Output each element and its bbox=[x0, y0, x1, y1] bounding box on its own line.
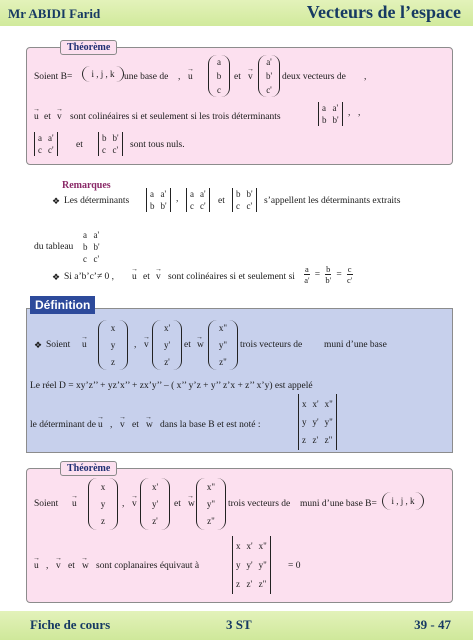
det-entry: a' bbox=[200, 189, 206, 199]
col-entry: z' bbox=[152, 516, 158, 527]
col-entry: z bbox=[101, 516, 105, 527]
definition-comma-2: , bbox=[110, 420, 113, 430]
det-entry: x bbox=[302, 399, 307, 409]
page-number: 39 - 47 bbox=[414, 617, 451, 632]
theorem2-comma-2: , bbox=[46, 561, 49, 571]
remarks-label: Remarques bbox=[62, 180, 111, 191]
theorem2-coplanar-text: sont coplanaires équivaut à bbox=[96, 561, 200, 571]
fraction-a bbox=[304, 264, 310, 285]
theorem2-soient: Soient bbox=[34, 499, 59, 509]
theorem2-comma-1: , bbox=[122, 499, 125, 509]
det-entry: x" bbox=[324, 399, 333, 409]
definition-det-u: → u bbox=[98, 420, 103, 430]
denominator: c' bbox=[346, 275, 353, 285]
remarks-extraits: s’appellent les déterminants extraits bbox=[264, 196, 401, 206]
det-entry: a bbox=[322, 103, 326, 113]
col-entry: a bbox=[217, 57, 221, 67]
col-entry: a' bbox=[266, 57, 272, 67]
det-entry: z bbox=[302, 435, 306, 445]
col-entry: c' bbox=[266, 85, 272, 95]
remarks-det3 bbox=[232, 188, 257, 212]
theorem1-label: Théorème bbox=[60, 40, 117, 55]
definition-et: et bbox=[184, 340, 191, 350]
det-entry: a' bbox=[332, 103, 339, 113]
remarks-tableau bbox=[80, 229, 103, 265]
theorem2-line2-w: → w bbox=[82, 561, 89, 571]
page-title: Vecteurs de l’espace bbox=[306, 2, 461, 22]
det-entry: b bbox=[236, 189, 241, 199]
det-entry: x' bbox=[246, 541, 253, 552]
theorem2-column-v bbox=[140, 478, 170, 530]
theorem1-line2-et: et bbox=[44, 112, 51, 122]
det-entry: c' bbox=[246, 201, 253, 211]
denominator: a' bbox=[304, 275, 310, 285]
col-entry: x' bbox=[163, 323, 171, 334]
det-entry: b' bbox=[332, 115, 339, 125]
col-entry: z" bbox=[219, 356, 227, 367]
remarks-et-2: et bbox=[143, 272, 150, 282]
det-entry: x" bbox=[258, 541, 267, 552]
numerator: a bbox=[305, 264, 309, 274]
theorem2-et: et bbox=[174, 499, 181, 509]
definition-label: Définition bbox=[30, 296, 95, 314]
definition-trois-vecteurs: trois vecteurs de bbox=[240, 340, 303, 350]
numerator: b bbox=[326, 264, 331, 274]
remarks-et: et bbox=[218, 196, 225, 206]
equals-sign: = bbox=[314, 269, 321, 280]
remarks-comma: , bbox=[176, 194, 179, 204]
tableau-entry: b' bbox=[93, 242, 100, 252]
tableau-entry: a bbox=[83, 230, 87, 240]
theorem2-eq-zero: = 0 bbox=[288, 561, 301, 571]
denominator: b' bbox=[325, 275, 332, 285]
definition-determinant bbox=[298, 394, 337, 450]
remarks-du-tableau: du tableau bbox=[34, 242, 74, 252]
fraction-b bbox=[325, 264, 331, 285]
tableau-entry: b bbox=[83, 242, 88, 252]
det-entry: z' bbox=[312, 435, 319, 445]
theorem2-label: Théorème bbox=[60, 461, 117, 476]
theorem1-une-base: une base de bbox=[124, 72, 169, 82]
theorem1-nuls: sont tous nuls. bbox=[130, 140, 185, 150]
theorem1-soient: Soient B= bbox=[34, 72, 73, 82]
theorem1-et-2: et bbox=[76, 140, 83, 150]
det-entry: x' bbox=[312, 399, 319, 409]
theorem1-colinear-text: sont colinéaires si et seulement si les trois déterminants bbox=[70, 112, 281, 122]
theorem2-trois-vecteurs: trois vecteurs de bbox=[228, 499, 291, 509]
det-entry: z" bbox=[324, 435, 333, 445]
col-entry: y" bbox=[218, 339, 228, 350]
theorem2-line2-et: et bbox=[68, 561, 75, 571]
theorem1-det1 bbox=[318, 102, 343, 126]
remarks-vector-v: → v bbox=[156, 272, 161, 282]
col-entry: y bbox=[100, 498, 106, 509]
det-entry: b' bbox=[246, 189, 253, 199]
det-entry: y bbox=[236, 559, 241, 570]
remarks-si-text: Si a’b’c’≠ 0 , bbox=[64, 272, 115, 282]
col-entry: z' bbox=[164, 356, 170, 367]
det-entry: c bbox=[236, 201, 240, 211]
theorem1-vector-u: → u bbox=[188, 72, 193, 82]
remarks-colinear-iff: sont colinéaires si et seulement si bbox=[168, 272, 295, 282]
col-entry: z" bbox=[207, 516, 215, 527]
theorem1-deux-vecteurs: deux vecteurs de bbox=[282, 72, 346, 82]
remarks-les-determinants: Les déterminants bbox=[64, 196, 130, 206]
theorem1-det3 bbox=[98, 132, 123, 156]
theorem1-comma: , bbox=[178, 72, 181, 82]
definition-vector-w: → w bbox=[197, 340, 204, 350]
det-entry: y' bbox=[312, 417, 319, 427]
tableau-entry: c bbox=[83, 254, 87, 264]
equals-sign: = bbox=[336, 269, 342, 280]
col-entry: y' bbox=[163, 339, 171, 350]
author-name: Mr ABIDI Farid bbox=[8, 6, 101, 21]
det-entry: b bbox=[102, 133, 107, 143]
theorem2-line2-v: → v bbox=[56, 561, 61, 571]
definition-soient: Soient bbox=[46, 340, 71, 350]
det-entry: b' bbox=[160, 201, 167, 211]
definition-column-u bbox=[98, 320, 128, 370]
det-entry: z bbox=[236, 578, 240, 589]
remarks-fraction-equation bbox=[304, 264, 353, 285]
det-entry: b bbox=[150, 201, 155, 211]
det-entry: z" bbox=[258, 578, 267, 589]
definition-vector-v: → v bbox=[144, 340, 149, 350]
theorem2-vector-w: → w bbox=[188, 499, 195, 509]
remarks-det2 bbox=[186, 188, 210, 212]
col-entry: x" bbox=[218, 323, 228, 334]
col-entry: x" bbox=[206, 481, 216, 492]
theorem1-line2-u: → u bbox=[34, 112, 39, 122]
definition-muni: muni d’une base bbox=[324, 340, 387, 350]
theorem1-column-u bbox=[208, 55, 230, 97]
col-entry: y" bbox=[206, 498, 216, 509]
remarks-vector-u: → u bbox=[132, 272, 137, 282]
theorem2-muni: muni d’une base B= bbox=[300, 499, 377, 509]
definition-column-v bbox=[152, 320, 182, 370]
det-entry: b bbox=[322, 115, 327, 125]
det-entry: z' bbox=[246, 578, 253, 589]
definition-det-v: → v bbox=[120, 420, 125, 430]
det-entry: c' bbox=[200, 201, 206, 211]
det-entry: c bbox=[38, 145, 42, 155]
footer-course-label: Fiche de cours bbox=[30, 617, 111, 632]
det-entry: b' bbox=[112, 133, 119, 143]
theorem1-vector-v: → v bbox=[248, 72, 253, 82]
theorem1-basis: i , j , k bbox=[82, 66, 124, 82]
det-entry: a' bbox=[160, 189, 167, 199]
theorem1-box bbox=[26, 47, 453, 165]
definition-comma-1: , bbox=[134, 340, 137, 350]
definition-reel-text: Le réel D = xy’z’’ + yz’x’’ + zx’y’’ – ( x’’ y’z + y’’ z’x + z’’ x’y) est appelé bbox=[30, 381, 313, 391]
det-entry: c' bbox=[112, 145, 119, 155]
det-entry: a bbox=[190, 189, 194, 199]
definition-det-w: → w bbox=[146, 420, 153, 430]
footer-class-label: 3 ST bbox=[226, 617, 252, 632]
det-entry: c bbox=[190, 201, 194, 211]
theorem2-column-w bbox=[196, 478, 226, 530]
col-entry: x' bbox=[151, 481, 159, 492]
numerator: c bbox=[347, 264, 352, 274]
col-entry: c bbox=[217, 85, 221, 95]
det-entry: c bbox=[102, 145, 106, 155]
det-entry: a bbox=[150, 189, 154, 199]
theorem1-column-v bbox=[258, 55, 280, 97]
remarks-bullet-2: ❖ bbox=[52, 272, 61, 282]
theorem2-basis: i , j , k bbox=[382, 492, 424, 510]
col-entry: z bbox=[111, 356, 115, 367]
theorem1-comma-4: , bbox=[358, 108, 361, 118]
definition-base-note: dans la base B et est noté : bbox=[160, 420, 261, 430]
col-entry: b bbox=[216, 71, 222, 81]
det-entry: a' bbox=[48, 133, 54, 143]
det-entry: y" bbox=[324, 417, 333, 427]
theorem2-determinant bbox=[232, 536, 271, 594]
col-entry: y' bbox=[151, 498, 159, 509]
det-entry: a bbox=[38, 133, 42, 143]
theorem1-line2-v: → v bbox=[57, 112, 62, 122]
det-entry: y' bbox=[246, 559, 253, 570]
col-entry: b' bbox=[265, 71, 273, 81]
det-entry: y" bbox=[258, 559, 267, 570]
definition-column-w bbox=[208, 320, 238, 370]
tableau-entry: a' bbox=[93, 230, 100, 240]
theorem2-line2-u: → u bbox=[34, 561, 39, 571]
theorem2-vector-u: → u bbox=[72, 499, 77, 509]
definition-det-text: le déterminant de bbox=[30, 420, 96, 430]
theorem1-det2 bbox=[34, 132, 58, 156]
col-entry: x bbox=[110, 323, 116, 334]
det-entry: x bbox=[236, 541, 241, 552]
theorem1-comma-2: , bbox=[364, 72, 367, 82]
theorem2-vector-v: → v bbox=[132, 499, 137, 509]
det-entry: c' bbox=[48, 145, 54, 155]
definition-et-2: et bbox=[132, 420, 139, 430]
theorem2-column-u bbox=[88, 478, 118, 530]
theorem1-comma-3: , bbox=[348, 108, 351, 118]
fraction-c bbox=[347, 264, 353, 285]
theorem1-et: et bbox=[234, 72, 241, 82]
col-entry: x bbox=[100, 481, 106, 492]
remarks-bullet-1: ❖ bbox=[52, 196, 61, 206]
definition-bullet: ❖ bbox=[34, 340, 43, 350]
definition-vector-u: → u bbox=[82, 340, 87, 350]
col-entry: y bbox=[110, 339, 116, 350]
tableau-entry: c' bbox=[93, 254, 100, 264]
det-entry: y bbox=[302, 417, 307, 427]
remarks-det1 bbox=[146, 188, 171, 212]
